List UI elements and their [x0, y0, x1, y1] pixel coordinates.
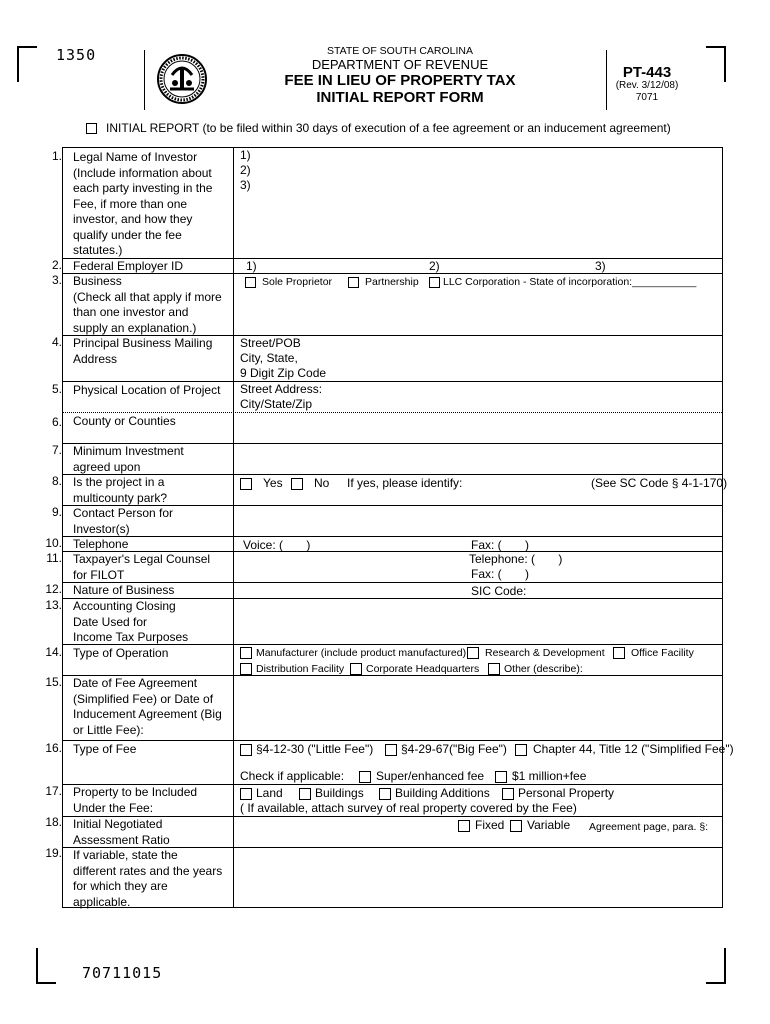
- sic-code-field[interactable]: SIC Code:: [471, 584, 527, 598]
- row-divider: [63, 412, 722, 413]
- report-form-table: [62, 147, 734, 909]
- building-additions-option[interactable]: [379, 786, 490, 802]
- row-number: 18.: [45, 815, 62, 829]
- row-number: 16.: [45, 741, 62, 755]
- street-pob-field[interactable]: Street/POB: [240, 336, 301, 350]
- land-checkbox[interactable]: [240, 788, 252, 800]
- form-title-line1: FEE IN LIEU OF PROPERTY TAX: [284, 72, 516, 89]
- survey-note: ( If available, attach survey of real property covered by the Fee): [240, 801, 577, 815]
- fixed-checkbox[interactable]: [458, 820, 470, 832]
- row-divider: [63, 381, 722, 382]
- research-development-checkbox[interactable]: [467, 647, 479, 659]
- corporate-headquarters-option[interactable]: [350, 662, 479, 678]
- employer-id-1-field[interactable]: 1): [246, 259, 257, 273]
- row-number: 11.: [46, 551, 62, 565]
- million-fee-label: $1 million+fee: [512, 769, 587, 783]
- no-checkbox[interactable]: [291, 478, 303, 490]
- sole-proprietor-label: Sole Proprietor: [262, 276, 333, 288]
- nature-of-business-label: Nature of Business: [73, 583, 175, 597]
- row-divider: [63, 740, 722, 741]
- million-fee-option[interactable]: [495, 769, 586, 785]
- accounting-closing-label: Accounting Closing Date Used for Income Tax Purposes: [73, 599, 189, 644]
- sc-code-reference: (See SC Code § 4-1-170): [591, 476, 728, 490]
- little-fee-checkbox[interactable]: [240, 744, 252, 756]
- llc-corporation-label: LLC Corporation - State of incorporation:___________: [443, 276, 697, 288]
- row-number: 7.: [51, 443, 62, 457]
- other-operation-label: Other (describe):: [504, 663, 583, 675]
- zip-code-field[interactable]: 9 Digit Zip Code: [240, 366, 327, 380]
- other-operation-option[interactable]: [488, 662, 583, 678]
- business-label: Business (Check all that apply if more than one investor and supply an explanation.): [73, 274, 222, 335]
- variable-ratio-option[interactable]: [510, 818, 570, 834]
- contact-person-label: Contact Person for Investor(s): [73, 506, 174, 536]
- fixed-label: Fixed: [475, 818, 505, 832]
- mailing-address-label: Principal Business Mailing Address: [73, 336, 213, 366]
- row-number: 17.: [45, 784, 62, 798]
- header-left-rule: [144, 50, 145, 110]
- no-label: No: [314, 476, 330, 490]
- big-fee-checkbox[interactable]: [385, 744, 397, 756]
- variable-checkbox[interactable]: [510, 820, 522, 832]
- simplified-fee-option[interactable]: [515, 742, 734, 758]
- row-number: 14.: [45, 645, 62, 659]
- form-code-bottom: 70711015: [82, 964, 163, 982]
- corporate-headquarters-label: Corporate Headquarters: [366, 663, 480, 675]
- million-fee-checkbox[interactable]: [495, 771, 507, 783]
- buildings-checkbox[interactable]: [299, 788, 311, 800]
- partnership-checkbox[interactable]: [348, 277, 359, 288]
- department-name: DEPARTMENT OF REVENUE: [311, 57, 489, 72]
- federal-employer-id-label: Federal Employer ID: [73, 259, 184, 273]
- big-fee-label: §4-29-67("Big Fee"): [401, 742, 507, 756]
- big-fee-option[interactable]: [385, 742, 507, 758]
- land-label: Land: [256, 786, 283, 800]
- manufacturer-label: Manufacturer (include product manufactured): [256, 647, 467, 659]
- research-development-option[interactable]: [467, 646, 605, 662]
- state-seal: [156, 53, 208, 105]
- partnership-label: Partnership: [365, 276, 419, 288]
- other-operation-checkbox[interactable]: [488, 663, 500, 675]
- minimum-investment-label: Minimum Investment agreed upon: [73, 444, 184, 474]
- super-enhanced-fee-option[interactable]: [359, 769, 484, 785]
- row-number: 2.: [51, 258, 62, 272]
- buildings-option[interactable]: [299, 786, 364, 802]
- row-number: 5.: [51, 382, 62, 396]
- row-number: 1.: [51, 149, 62, 163]
- physical-location-label: Physical Location of Project: [73, 383, 221, 397]
- type-of-operation-label: Type of Operation: [73, 646, 169, 660]
- street-address-field[interactable]: Street Address:: [240, 382, 323, 396]
- office-facility-option[interactable]: [613, 646, 694, 662]
- telephone-label: Telephone: [73, 537, 129, 551]
- manufacturer-checkbox[interactable]: [240, 647, 252, 659]
- form-revision: (Rev. 3/12/08): [615, 80, 679, 91]
- personal-property-label: Personal Property: [518, 786, 615, 800]
- sole-proprietor-checkbox[interactable]: [245, 277, 256, 288]
- distribution-facility-option[interactable]: [240, 662, 344, 678]
- personal-property-option[interactable]: [502, 786, 614, 802]
- row-number: 8.: [51, 474, 62, 488]
- employer-id-2-field[interactable]: 2): [429, 259, 440, 273]
- multicounty-park-label: Is the project in a multicounty park?: [73, 475, 168, 505]
- fixed-ratio-option[interactable]: [458, 818, 504, 834]
- property-included-label: Property to be Included Under the Fee:: [73, 785, 198, 815]
- building-additions-checkbox[interactable]: [379, 788, 391, 800]
- sole-proprietor-option[interactable]: [245, 275, 332, 291]
- research-development-label: Research & Development: [485, 647, 605, 659]
- office-facility-label: Office Facility: [631, 647, 694, 659]
- corner-mark-top-right: [706, 46, 726, 82]
- form-code-top: 1350: [56, 46, 97, 64]
- row-number: 3.: [51, 273, 62, 287]
- row-number: 9.: [51, 505, 62, 519]
- fee-agreement-date-label: Date of Fee Agreement (Simplified Fee) or Date of Inducement Agreement (Big or Little Fee):: [73, 676, 222, 737]
- assessment-ratio-label: Initial Negotiated Assessment Ratio: [73, 817, 170, 847]
- manufacturer-option[interactable]: [240, 646, 466, 662]
- land-option[interactable]: [240, 786, 283, 802]
- corporate-headquarters-checkbox[interactable]: [350, 663, 362, 675]
- yes-label: Yes: [263, 476, 283, 490]
- little-fee-label: §4-12-30 ("Little Fee"): [256, 742, 374, 756]
- initial-report-option[interactable]: [86, 121, 671, 135]
- city-state-field[interactable]: City, State,: [240, 351, 298, 365]
- row-number: 4.: [51, 335, 62, 349]
- super-enhanced-fee-label: Super/enhanced fee: [376, 769, 485, 783]
- form-title-line2: INITIAL REPORT FORM: [316, 89, 484, 106]
- legal-counsel-label: Taxpayer's Legal Counsel for FILOT: [73, 552, 211, 582]
- row-number: 19.: [45, 846, 62, 860]
- variable-label: Variable: [527, 818, 571, 832]
- corner-mark-bottom-right: [706, 948, 726, 984]
- building-additions-label: Building Additions: [395, 786, 490, 800]
- state-name: STATE OF SOUTH CAROLINA: [326, 45, 474, 57]
- employer-id-3-field[interactable]: 3): [595, 259, 606, 273]
- distribution-facility-checkbox[interactable]: [240, 663, 252, 675]
- corner-mark-bottom-left: [36, 948, 56, 984]
- initial-report-checkbox[interactable]: [86, 123, 97, 134]
- row-number: 10.: [45, 536, 62, 550]
- identify-park-field[interactable]: If yes, please identify:: [347, 476, 463, 490]
- row-number: 12.: [45, 582, 62, 596]
- city-state-zip-field[interactable]: City/State/Zip: [240, 397, 313, 411]
- buildings-label: Buildings: [315, 786, 364, 800]
- counties-label: County or Counties: [73, 414, 176, 428]
- variable-rates-label: If variable, state the different rates and the years for which they are applicable.: [73, 848, 223, 909]
- type-of-fee-label: Type of Fee: [73, 742, 137, 756]
- personal-property-checkbox[interactable]: [502, 788, 514, 800]
- simplified-fee-label: Chapter 44, Title 12 ("Simplified Fee"): [533, 742, 734, 756]
- llc-corporation-option[interactable]: [429, 275, 696, 291]
- row-number: 15.: [45, 675, 62, 689]
- agreement-page-field[interactable]: Agreement page, para. §:: [589, 821, 709, 833]
- form-number: PT-443: [622, 64, 672, 81]
- fax-field[interactable]: Fax: ( ): [471, 538, 530, 552]
- little-fee-option[interactable]: [240, 742, 373, 758]
- partnership-option[interactable]: [348, 275, 419, 291]
- investor-2-field[interactable]: 2): [240, 163, 251, 177]
- legal-name-label: Legal Name of Investor (Include information about each party investing in the Fee, if more than one investor, and how they qualify under the fee statutes.): [73, 150, 213, 257]
- corner-mark-top-left: [17, 46, 37, 82]
- counsel-fax-field[interactable]: Fax: ( ): [471, 567, 530, 581]
- multicounty-no-option[interactable]: [291, 476, 329, 492]
- office-facility-checkbox[interactable]: [613, 647, 625, 659]
- initial-report-label: INITIAL REPORT (to be filed within 30 days of execution of a fee agreement or an inducement agreement): [106, 121, 671, 135]
- investor-3-field[interactable]: 3): [240, 178, 251, 192]
- row-number: 6.: [51, 415, 62, 429]
- voice-field[interactable]: Voice: ( ): [243, 538, 311, 552]
- distribution-facility-label: Distribution Facility: [256, 663, 345, 675]
- investor-1-field[interactable]: 1): [240, 148, 251, 162]
- llc-corporation-checkbox[interactable]: [429, 277, 440, 288]
- form-id: 7071: [635, 92, 659, 103]
- multicounty-yes-option[interactable]: [240, 476, 283, 492]
- column-divider: [233, 148, 234, 907]
- counsel-telephone-field[interactable]: Telephone: ( ): [469, 552, 563, 566]
- simplified-fee-checkbox[interactable]: [515, 744, 527, 756]
- yes-checkbox[interactable]: [240, 478, 252, 490]
- super-enhanced-fee-checkbox[interactable]: [359, 771, 371, 783]
- row-number: 13.: [45, 598, 62, 612]
- check-if-applicable-label: Check if applicable:: [240, 769, 345, 783]
